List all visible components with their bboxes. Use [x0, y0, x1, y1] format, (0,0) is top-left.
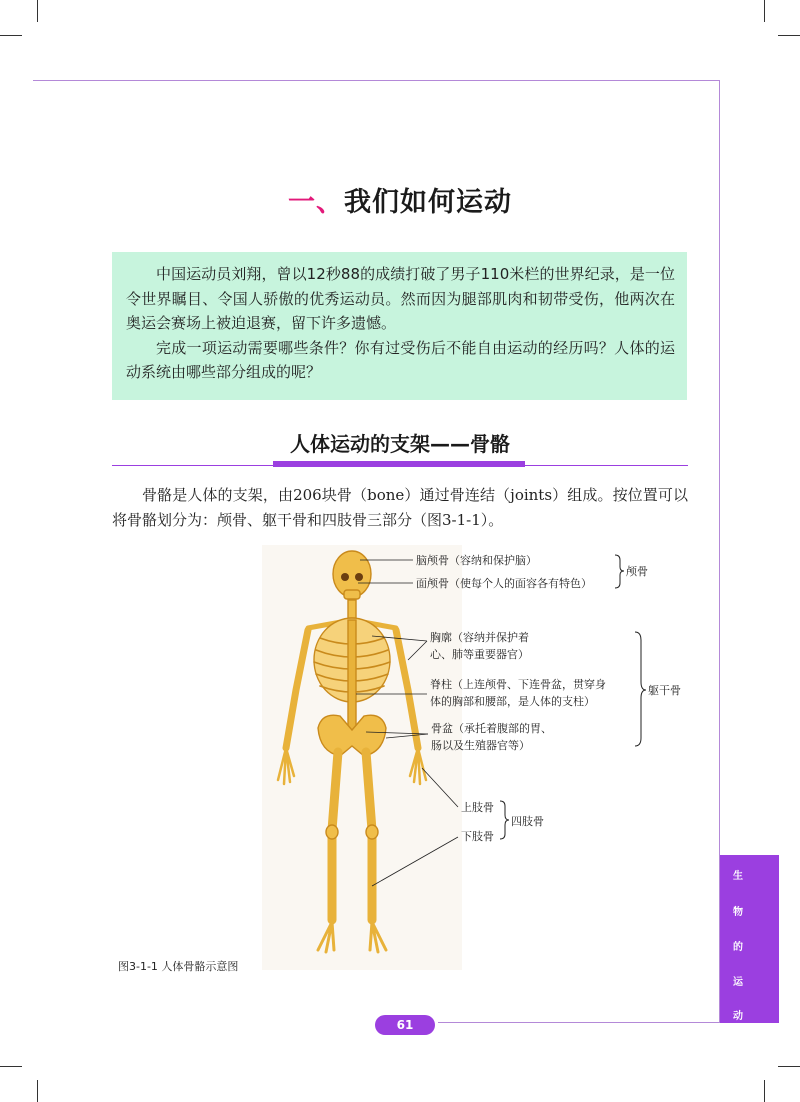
- label-skull: 颅骨: [626, 565, 648, 578]
- side-tab-char: 运: [733, 977, 743, 988]
- page-number: 61: [375, 1015, 435, 1035]
- chapter-side-tab: [720, 855, 779, 1023]
- label-upper-limb: 上肢骨: [461, 801, 494, 814]
- eye-socket: [355, 573, 363, 581]
- label-lower-limb: 下肢骨: [461, 830, 494, 843]
- intro-paragraph: 中国运动员刘翔，曾以12秒88的成绩打破了男子110米栏的世界纪录，是一位令世界瞩目、令国人骄傲的优秀运动员。然而因为腿部肌肉和韧带受伤，他两次在奥运会赛场上被迫退赛，留下许多遗憾。: [126, 265, 675, 332]
- skull-brace: [615, 555, 624, 588]
- chapter-title-text: 我们如何运动: [344, 187, 512, 218]
- label-pelvis: 肠以及生殖器官等）: [431, 739, 530, 752]
- kneecap: [326, 825, 338, 839]
- neck-vertebrae: [348, 600, 356, 618]
- limbs-brace: [500, 801, 509, 839]
- side-tab-char: 动: [733, 1011, 743, 1022]
- label-limbs: 四肢骨: [511, 815, 544, 828]
- label-trunk: 躯干骨: [648, 684, 681, 697]
- label-facial-bones: 面颅骨（使每个人的面容各有特色）: [416, 577, 592, 590]
- label-thorax: 胸廓（容纳并保护着: [430, 631, 529, 644]
- eye-socket: [341, 573, 349, 581]
- intro-paragraph: 完成一项运动需要哪些条件？你有过受伤后不能自由运动的经历吗？人体的运动系统由哪些部分组成的呢？: [126, 338, 675, 381]
- label-spine: 体的胸部和腰部，是人体的支柱）: [430, 695, 595, 708]
- kneecap: [366, 825, 378, 839]
- label-pelvis: 骨盆（承托着腹部的胃、: [431, 722, 552, 735]
- side-tab-char: 的: [733, 942, 743, 953]
- label-thorax: 心、肺等重要器官）: [430, 648, 529, 661]
- jaw-shape: [344, 590, 360, 599]
- section-title: 人体运动的支架——骨骼: [290, 432, 510, 456]
- figure-caption: 图3-1-1 人体骨骼示意图: [118, 960, 239, 973]
- side-tab-char: 生: [733, 871, 743, 882]
- footer-line: [438, 1022, 720, 1023]
- body-paragraph: 骨骼是人体的支架，由206块骨（bone）通过骨连结（joints）组成。按位置可以将骨骼划分为：颅骨、躯干骨和四肢骨三部分（图3-1-1）。: [112, 486, 688, 529]
- spine-shape: [348, 620, 356, 730]
- chapter-number: 一、: [288, 187, 344, 218]
- label-spine: 脊柱（上连颅骨、下连骨盆，贯穿身: [430, 678, 606, 691]
- label-brain-cranium: 脑颅骨（容纳和保护脑）: [416, 554, 537, 567]
- trunk-brace: [635, 632, 646, 746]
- side-tab-char: 物: [733, 907, 743, 918]
